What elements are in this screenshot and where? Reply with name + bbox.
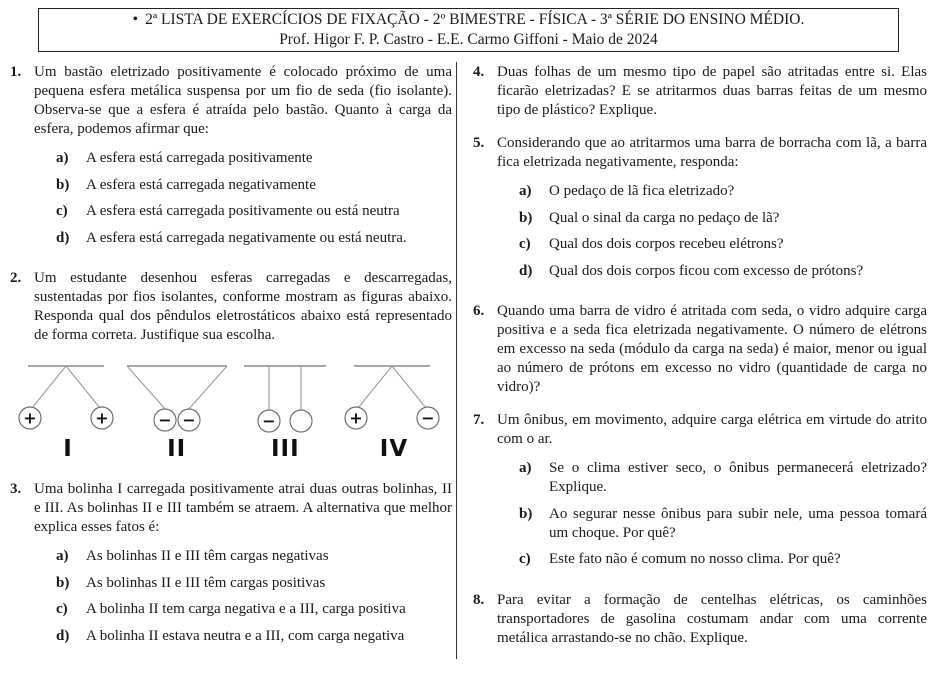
bullet-icon: • xyxy=(132,11,139,28)
sheet-title: 2ª LISTA DE EXERCÍCIOS DE FIXAÇÃO - 2º BIMESTRE - FÍSICA - 3ª SÉRIE DO ENSINO MÉDIO. xyxy=(145,11,805,28)
header-box xyxy=(38,8,899,52)
options-list xyxy=(497,182,927,281)
sheet-subtitle: Prof. Higor F. P. Castro - E.E. Carmo Giffoni - Maio de 2024 xyxy=(279,31,658,48)
question-text: Considerando que ao atritarmos uma barra de borracha com lã, a barra fica eletrizada negativamente, responda: xyxy=(497,135,927,170)
option-c xyxy=(34,600,452,619)
question-content xyxy=(497,591,927,648)
option-text: A bolinha II tem carga negativa e a III, carga positiva xyxy=(86,601,406,617)
sheet-title-line xyxy=(133,10,805,30)
figure-label: III xyxy=(270,436,300,462)
option-label: c) xyxy=(56,203,68,219)
option-b xyxy=(497,505,927,543)
option-label: c) xyxy=(519,551,531,567)
question-text: Um bastão eletrizado positivamente é colocado próximo de uma pequena esfera metálica suspensa por um fio de seda (fio isolante). Observa-se que a esfera é atraída pelo bastão. Quanto à carga da esfera, podemos afirmar que: xyxy=(34,64,452,137)
question-content xyxy=(34,269,452,345)
right-column xyxy=(457,61,937,675)
left-column xyxy=(0,61,456,675)
question-content xyxy=(497,411,927,577)
option-label: a) xyxy=(56,548,69,564)
option-text: A esfera está carregada negativamente xyxy=(86,176,316,193)
pendulum-figure-4 xyxy=(340,359,448,462)
pendulum-string-left xyxy=(32,366,66,408)
figure-label: II xyxy=(167,436,187,462)
pendulum-string-right xyxy=(392,366,426,408)
question-number: 1. xyxy=(10,64,22,80)
option-a xyxy=(34,149,452,168)
option-a xyxy=(497,459,927,497)
option-label: a) xyxy=(56,150,69,166)
question-2 xyxy=(10,269,452,345)
option-d xyxy=(34,627,452,646)
option-label: d) xyxy=(56,229,70,246)
option-text: As bolinhas II e III têm cargas negativas xyxy=(86,548,329,564)
question-text: Quando uma barra de vidro é atritada com seda, o vidro adquire carga positiva e a seda fica eletrizada negativamente. O número de elétrons em excesso na seda (módulo da carga na seda) é maior, menor ou igual ao número de prótons em excesso no vidro (quantidade de carga no vidro)? xyxy=(497,303,927,395)
pendulum-figure-2 xyxy=(123,359,231,462)
question-text: Duas folhas de um mesmo tipo de papel são atritadas entre si. Elas ficarão eletrizadas? E se atritarmos duas barras feitas de um mesmo tipo de plástico? Explique. xyxy=(497,64,927,118)
option-text: O pedaço de lã fica eletrizado? xyxy=(549,183,735,199)
option-text: Ao segurar nesse ônibus para subir nele, uma pessoa tomará um choque. Por quê? xyxy=(549,505,927,541)
option-label: b) xyxy=(56,176,70,193)
charge-sign: − xyxy=(262,411,277,431)
figure-label: I xyxy=(63,436,73,462)
option-a xyxy=(497,182,927,201)
option-label: a) xyxy=(519,460,532,476)
option-label: b) xyxy=(56,574,70,591)
option-label: a) xyxy=(519,183,532,199)
question-number: 3. xyxy=(10,481,22,497)
charge-sign: + xyxy=(23,408,37,428)
options-list xyxy=(34,149,452,248)
charge-sign: + xyxy=(95,408,109,428)
option-b xyxy=(34,574,452,593)
neutral-sphere-right xyxy=(290,410,312,432)
question-4 xyxy=(473,63,927,120)
question-content xyxy=(497,63,927,120)
option-d xyxy=(34,229,452,248)
pendulum-diagram-diverging xyxy=(341,359,447,433)
pendulum-figures xyxy=(12,359,450,462)
pendulum-string-left xyxy=(358,366,392,408)
question-content xyxy=(34,480,452,653)
pendulum-diagram-converging xyxy=(124,359,230,433)
option-label: d) xyxy=(519,262,533,279)
option-text: Qual dos dois corpos recebeu elétrons? xyxy=(549,236,784,252)
options-list xyxy=(497,459,927,569)
option-label: b) xyxy=(519,209,533,226)
question-number: 6. xyxy=(473,303,485,319)
question-number: 2. xyxy=(10,270,22,286)
option-text: As bolinhas II e III têm cargas positivas xyxy=(86,574,326,591)
question-number: 8. xyxy=(473,591,485,608)
question-content xyxy=(497,302,927,397)
option-label: b) xyxy=(519,505,533,522)
option-a xyxy=(34,547,452,566)
option-c xyxy=(497,235,927,254)
pendulum-string-right xyxy=(66,366,100,408)
pendulum-string-right xyxy=(188,366,227,410)
option-c xyxy=(34,202,452,221)
question-number: 7. xyxy=(473,412,485,428)
question-text: Uma bolinha I carregada positivamente atrai duas outras bolinhas, II e III. As bolinhas II e III também se atraem. A alternativa que melhor explica esses fatos é: xyxy=(34,481,452,535)
option-c xyxy=(497,550,927,569)
option-text: A esfera está carregada negativamente ou está neutra. xyxy=(86,229,407,246)
option-b xyxy=(34,176,452,195)
charge-sign: − xyxy=(421,408,435,428)
question-text: Um estudante desenhou esferas carregadas e descarregadas, sustentadas por fios isolantes, conforme mostram as figuras abaixo. Responda qual dos pêndulos eletrostáticos abaixo está representado de forma correta. Justifique sua escolha. xyxy=(34,270,452,343)
option-text: Este fato não é comum no nosso clima. Por quê? xyxy=(549,551,841,567)
option-label: c) xyxy=(519,236,531,252)
option-d xyxy=(497,262,927,281)
charge-sign: − xyxy=(181,410,196,430)
option-text: A bolinha II estava neutra e a III, com carga negativa xyxy=(86,627,405,644)
option-text: Qual o sinal da carga no pedaço de lã? xyxy=(549,209,780,226)
question-number: 4. xyxy=(473,64,485,80)
charge-sign: − xyxy=(157,410,172,430)
pendulum-figure-3 xyxy=(231,359,339,462)
question-3 xyxy=(10,480,452,653)
option-text: Qual dos dois corpos ficou com excesso de prótons? xyxy=(549,262,864,279)
option-label: d) xyxy=(56,627,70,644)
option-b xyxy=(497,209,927,228)
charge-sign: + xyxy=(349,408,363,428)
pendulum-diagram-diverging xyxy=(15,359,121,433)
question-8 xyxy=(473,591,927,648)
figure-label: IV xyxy=(379,436,409,462)
question-5 xyxy=(473,134,927,288)
question-content xyxy=(497,134,927,288)
pendulum-diagram-vertical xyxy=(232,359,338,433)
option-label: c) xyxy=(56,601,68,617)
option-text: Se o clima estiver seco, o ônibus permanecerá eletrizado? Explique. xyxy=(549,460,927,495)
question-content xyxy=(34,63,452,255)
question-number: 5. xyxy=(473,135,485,151)
options-list xyxy=(34,547,452,646)
option-text: A esfera está carregada positivamente xyxy=(86,150,313,166)
question-1 xyxy=(10,63,452,255)
option-text: A esfera está carregada positivamente ou está neutra xyxy=(86,203,400,219)
pendulum-string-left xyxy=(127,366,166,410)
question-text: Um ônibus, em movimento, adquire carga elétrica em virtude do atrito com o ar. xyxy=(497,412,927,447)
two-column-body xyxy=(0,61,937,675)
question-6 xyxy=(473,302,927,397)
question-7 xyxy=(473,411,927,577)
pendulum-figure-1 xyxy=(14,359,122,462)
question-text: Para evitar a formação de centelhas elétricas, os caminhões transportadores de gasolina costumam andar com uma corrente metálica arrastando-se no chão. Explique. xyxy=(497,591,927,646)
